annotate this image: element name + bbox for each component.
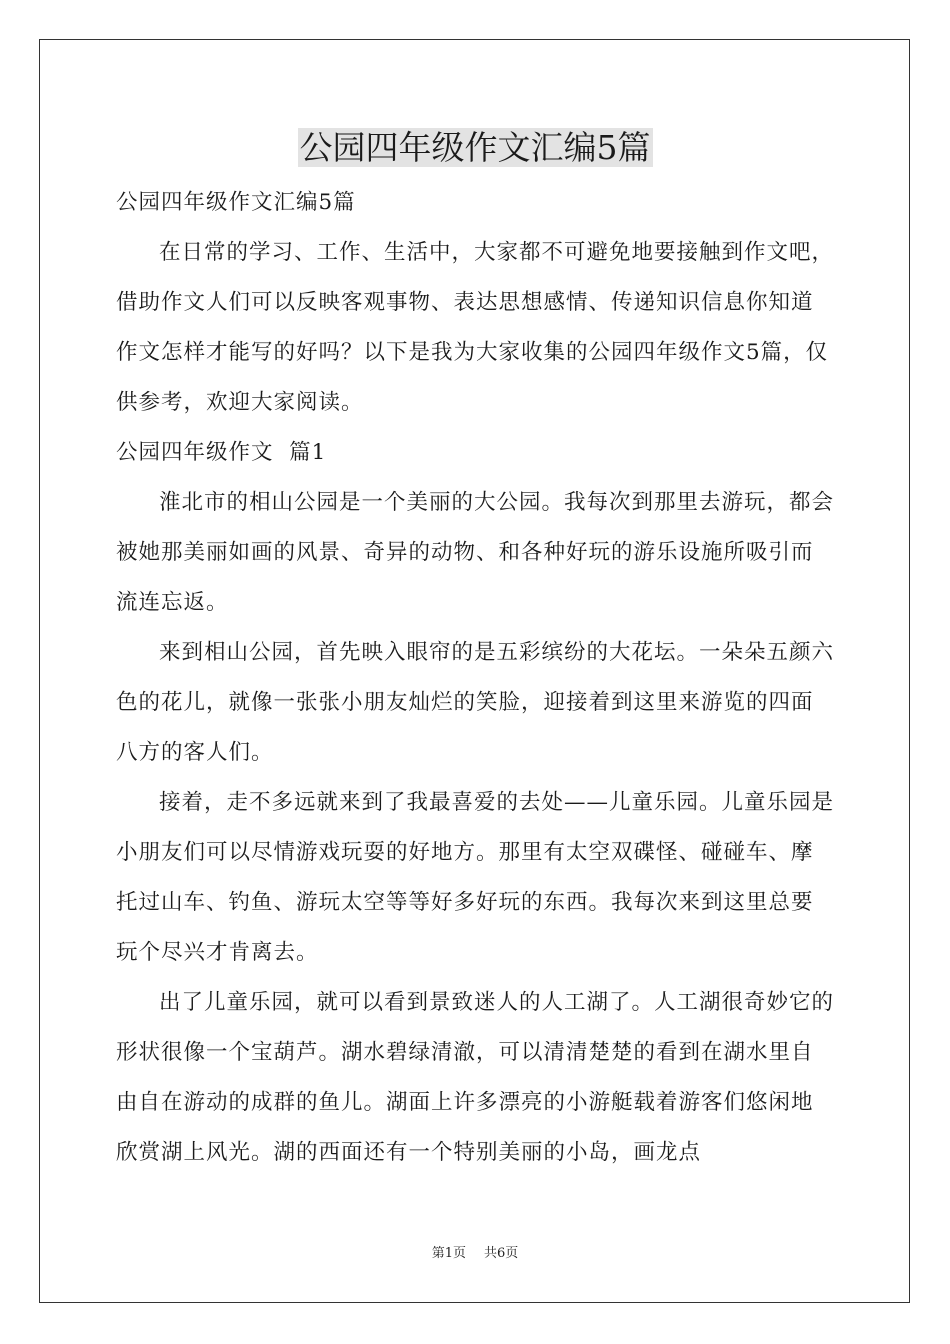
paragraph-2: 来到相山公园，首先映入眼帘的是五彩缤纷的大花坛。一朵朵五颜六色的花儿，就像一张张小朋友灿烂的笑脸，迎接着到这里来游览的四面八方的客人们。 [116,640,835,765]
document-title-text: 公园四年级作文汇编5篇 [299,128,651,167]
paragraph-1: 淮北市的相山公园是一个美丽的大公园。我每次到那里去游玩，都会被她那美丽如画的风景、奇异的动物、和各种好玩的游乐设施所吸引而流连忘返。 [116,490,835,615]
section-heading: 公园四年级作文 篇1 [116,440,327,465]
document-subtitle: 公园四年级作文汇编5篇 [116,190,356,215]
document-title [0,124,950,172]
document-body [116,178,834,1178]
intro-paragraph: 在日常的学习、工作、生活中，大家都不可避免地要接触到作文吧，借助作文人们可以反映客观事物、表达思想感情、传递知识信息你知道作文怎样才能写的好吗？以下是我为大家收集的公园四年级作文5篇，仅供参考，欢迎大家阅读。 [116,240,835,415]
paragraph-3: 接着，走不多远就来到了我最喜爱的去处——儿童乐园。儿童乐园是小朋友们可以尽情游戏玩耍的好地方。那里有太空双碟怪、碰碰车、摩托过山车、钓鱼、游玩太空等等好多好玩的东西。我每次来到这里总要玩个尽兴才肯离去。 [116,790,835,965]
page-number: 第1页 [431,1246,466,1261]
paragraph-4: 出了儿童乐园，就可以看到景致迷人的人工湖了。人工湖很奇妙它的形状很像一个宝葫芦。湖水碧绿清澈，可以清清楚楚的看到在湖水里自由自在游动的成群的鱼儿。湖面上许多漂亮的小游艇载着游客们悠闲地欣赏湖上风光。湖的西面还有一个特别美丽的小岛，画龙点 [116,990,835,1165]
page-total: 共6页 [484,1246,519,1261]
page-footer [0,1245,950,1263]
